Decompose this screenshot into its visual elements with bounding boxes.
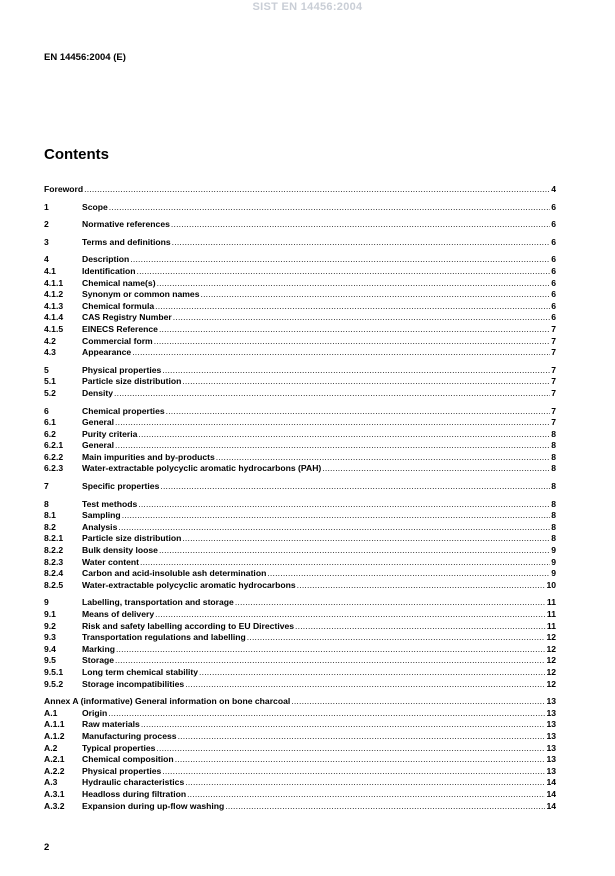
toc-entry-title: Carbon and acid-insoluble ash determination [82, 568, 267, 579]
toc-entry[interactable] [44, 696, 556, 708]
toc-dot-leader [171, 219, 550, 231]
toc-dot-leader [116, 644, 545, 656]
toc-entry-title: Raw materials [82, 719, 140, 730]
toc-entry-title: Normative references [82, 219, 170, 230]
toc-entry-page: 8 [551, 481, 556, 492]
toc-dot-leader [291, 696, 545, 708]
toc-entry[interactable] [44, 463, 556, 475]
toc-dot-leader [200, 289, 550, 301]
toc-entry[interactable] [44, 667, 556, 679]
toc-entry[interactable] [44, 202, 556, 214]
toc-entry-page: 6 [551, 254, 556, 265]
toc-dot-leader [235, 597, 546, 609]
toc-entry-number: 5 [44, 364, 49, 375]
toc-entry-page: 6 [551, 277, 556, 288]
toc-entry-title: Test methods [82, 498, 138, 509]
toc-entry-title: Chemical formula [82, 300, 155, 311]
toc-entry-title: Origin [82, 707, 108, 718]
toc-entry-title: General [82, 417, 115, 428]
toc-entry-number: 6.2 [44, 428, 56, 439]
toc-entry-title: Physical properties [82, 765, 162, 776]
toc-entry[interactable] [44, 621, 556, 633]
toc-entry-title: Chemical properties [82, 405, 165, 416]
toc-entry-number: 6 [44, 405, 49, 416]
toc-entry-title: Typical properties [82, 742, 156, 753]
toc-entry-number: 7 [44, 481, 49, 492]
toc-entry[interactable] [44, 278, 556, 290]
toc-entry-title: Main impurities and by-products [82, 451, 215, 462]
toc-entry-number: 9.5.1 [44, 666, 64, 677]
toc-entry-page: 13 [546, 707, 556, 718]
toc-dot-leader [136, 266, 550, 278]
toc-entry-page: 13 [546, 742, 556, 753]
toc-dot-leader [155, 301, 550, 313]
toc-dot-leader [140, 557, 550, 569]
toc-entry-number: 9.4 [44, 643, 56, 654]
toc-dot-leader [138, 499, 550, 511]
toc-entry-title: Long term chemical stability [82, 666, 199, 677]
toc-entry-number: 8.2 [44, 521, 56, 532]
toc-entry[interactable] [44, 266, 556, 278]
toc-entry[interactable] [44, 289, 556, 301]
toc-dot-leader [295, 621, 546, 633]
toc-entry-page: 13 [546, 719, 556, 730]
toc-entry-number: 3 [44, 236, 49, 247]
toc-entry-title: Analysis [82, 521, 118, 532]
toc-entry-number: A.2.1 [44, 754, 65, 765]
toc-entry-title: Labelling, transportation and storage [82, 597, 234, 608]
toc-entry-page: 8 [551, 428, 556, 439]
toc-entry-page: 12 [546, 678, 556, 689]
toc-dot-leader [156, 743, 545, 755]
toc-dot-leader [225, 801, 545, 813]
toc-entry-number: 4.1.2 [44, 289, 64, 300]
toc-entry[interactable] [44, 365, 556, 377]
toc-dot-leader [155, 609, 546, 621]
toc-entry[interactable] [44, 254, 556, 266]
toc-dot-leader [159, 324, 550, 336]
toc-entry-page: 7 [551, 417, 556, 428]
toc-dot-leader [141, 719, 546, 731]
toc-entry-title: Foreword [44, 184, 84, 194]
toc-dot-leader [159, 545, 550, 557]
toc-dot-leader [115, 655, 545, 667]
toc-entry[interactable] [44, 336, 556, 348]
toc-entry[interactable] [44, 184, 556, 196]
toc-entry-number: 4.1.1 [44, 277, 64, 288]
toc-dot-leader [187, 789, 545, 801]
toc-entry-number: A.3 [44, 777, 58, 788]
toc-dot-leader [115, 417, 550, 429]
toc-entry[interactable] [44, 219, 556, 231]
toc-entry-page: 11 [546, 609, 556, 619]
toc-entry-number: A.1 [44, 707, 58, 718]
toc-entry-page: 14 [546, 777, 556, 788]
toc-entry-page: 4 [551, 184, 556, 194]
document-id: EN 14456:2004 (E) [44, 52, 126, 63]
toc-entry-number: 6.2.2 [44, 451, 64, 462]
toc-entry-title: Means of delivery [82, 609, 155, 619]
toc-entry[interactable] [44, 777, 556, 789]
toc-entry-page: 8 [551, 533, 556, 544]
toc-entry-page: 7 [551, 323, 556, 334]
toc-entry-title: Annex A (informative) General information on bone charcoal [44, 696, 291, 707]
toc-entry-title: Purity criteria [82, 428, 138, 439]
toc-dot-leader [173, 312, 550, 324]
toc-entry-number: 8.2.2 [44, 545, 64, 556]
toc-dot-leader [199, 667, 545, 679]
toc-entry[interactable] [44, 568, 556, 580]
toc-entry-title: Expansion during up-flow washing [82, 800, 225, 811]
toc-entry[interactable] [44, 312, 556, 324]
toc-entry[interactable] [44, 766, 556, 778]
toc-entry-page: 8 [551, 510, 556, 521]
toc-entry-title: Scope [82, 201, 108, 212]
toc-entry-page: 12 [546, 655, 556, 666]
toc-dot-leader [130, 254, 550, 266]
toc-entry-page: 7 [551, 376, 556, 387]
toc-entry-number: 4 [44, 254, 49, 265]
toc-entry-page: 11 [546, 620, 556, 631]
toc-entry[interactable] [44, 632, 556, 644]
toc-entry-page: 7 [551, 347, 556, 358]
toc-entry-number: 5.1 [44, 376, 56, 387]
toc-dot-leader [175, 754, 546, 766]
toc-entry-page: 6 [551, 201, 556, 212]
toc-entry-number: 9.2 [44, 620, 56, 631]
toc-entry-number: A.1.1 [44, 719, 65, 730]
toc-entry-number: 6.2.1 [44, 440, 64, 451]
toc-entry-title: Water-extractable polycyclic aromatic hydrocarbons [82, 579, 296, 590]
toc-entry-number: A.3.2 [44, 800, 65, 811]
toc-dot-leader [115, 440, 550, 452]
toc-entry-title: Density [82, 387, 114, 398]
toc-entry-page: 8 [551, 463, 556, 474]
toc-entry-title: Physical properties [82, 364, 162, 375]
toc-entry-title: CAS Registry Number [82, 312, 172, 323]
toc-entry-number: 9.3 [44, 632, 56, 643]
toc-entry-page: 13 [546, 730, 556, 741]
toc-entry-title: Storage [82, 655, 114, 666]
toc-entry-title: Chemical composition [82, 754, 174, 765]
toc-entry-number: 8.2.4 [44, 568, 64, 579]
toc-dot-leader [132, 347, 550, 359]
toc-entry-number: 4.2 [44, 335, 56, 346]
toc-entry-title: Bulk density loose [82, 545, 158, 556]
toc-entry-number: 9.5 [44, 655, 56, 666]
toc-dot-leader [247, 632, 546, 644]
toc-entry-title: Synonym or common names [82, 289, 200, 300]
toc-entry-page: 8 [551, 521, 556, 532]
toc-entry-page: 6 [551, 289, 556, 300]
toc-entry-number: 8 [44, 498, 49, 509]
toc-entry-number: 8.2.1 [44, 533, 64, 544]
toc-entry-page: 6 [551, 312, 556, 323]
toc-entry[interactable] [44, 655, 556, 667]
toc-entry-number: 4.1.3 [44, 300, 64, 311]
toc-entry[interactable] [44, 388, 556, 400]
toc-entry-number: 4.1 [44, 265, 56, 276]
toc-entry-page: 8 [551, 451, 556, 462]
toc-entry-number: A.1.2 [44, 730, 65, 741]
toc-entry[interactable] [44, 481, 556, 493]
toc-entry-title: Description [82, 254, 130, 265]
toc-entry-title: Particle size distribution [82, 533, 182, 544]
toc-dot-leader [185, 679, 545, 691]
toc-entry[interactable] [44, 237, 556, 249]
toc-entry[interactable] [44, 452, 556, 464]
toc-entry[interactable] [44, 376, 556, 388]
toc-entry[interactable] [44, 557, 556, 569]
toc-dot-leader [138, 429, 550, 441]
toc-dot-leader [84, 184, 550, 196]
toc-entry-page: 12 [546, 666, 556, 677]
toc-entry-page: 10 [546, 579, 556, 590]
toc-entry[interactable] [44, 679, 556, 691]
toc-entry-page: 8 [551, 440, 556, 451]
toc-entry-title: Hydraulic characteristics [82, 777, 185, 788]
toc-entry-page: 9 [551, 556, 556, 567]
page-number: 2 [44, 842, 50, 853]
toc-entry-number: 4.3 [44, 347, 56, 358]
toc-entry[interactable] [44, 522, 556, 534]
toc-entry-title: Terms and definitions [82, 236, 171, 247]
toc-entry[interactable] [44, 801, 556, 813]
toc-entry-title: Transportation regulations and labelling [82, 632, 246, 643]
toc-dot-leader [172, 237, 551, 249]
toc-entry-page: 9 [551, 545, 556, 556]
toc-entry-page: 12 [546, 632, 556, 643]
toc-entry-page: 6 [551, 265, 556, 276]
watermark: SIST EN 14456:2004 [252, 1, 363, 13]
toc-entry[interactable] [44, 609, 556, 621]
toc-entry-number: 6.1 [44, 417, 56, 428]
toc-entry-page: 13 [546, 696, 556, 707]
toc-entry-page: 6 [551, 236, 556, 247]
toc-entry[interactable] [44, 429, 556, 441]
toc-entry[interactable] [44, 417, 556, 429]
toc-entry-number: 1 [44, 201, 49, 212]
toc-entry-title: EINECS Reference [82, 323, 158, 334]
toc-entry-title: Headloss during filtration [82, 788, 187, 799]
toc-entry-title: Chemical name(s) [82, 277, 156, 288]
toc-dot-leader [118, 522, 550, 534]
toc-entry-number: 9.1 [44, 609, 56, 619]
toc-dot-leader [267, 568, 550, 580]
toc-dot-leader [122, 510, 551, 522]
toc-entry-page: 11 [546, 597, 556, 608]
toc-entry-title: Sampling [82, 510, 121, 521]
toc-entry[interactable] [44, 347, 556, 359]
toc-dot-leader [178, 731, 546, 743]
toc-entry-page: 7 [551, 364, 556, 375]
toc-entry-number: A.2 [44, 742, 58, 753]
toc-entry-title: Particle size distribution [82, 376, 182, 387]
toc-entry-page: 7 [551, 405, 556, 416]
toc-entry-number: 2 [44, 219, 49, 230]
toc-entry-title: Manufacturing process [82, 730, 177, 741]
toc-entry[interactable] [44, 708, 556, 720]
toc-dot-leader [108, 708, 545, 720]
toc-entry-title: Water-extractable polycyclic aromatic hydrocarbons (PAH) [82, 463, 322, 474]
toc-entry-title: Appearance [82, 347, 132, 358]
toc-dot-leader [162, 766, 545, 778]
toc-entry-number: 4.1.4 [44, 312, 64, 323]
toc-entry-title: Storage incompatibilities [82, 678, 185, 689]
toc-entry-title: General [82, 440, 115, 451]
toc-entry-page: 9 [551, 568, 556, 579]
toc-dot-leader [157, 278, 551, 290]
toc-entry[interactable] [44, 743, 556, 755]
toc-entry[interactable] [44, 789, 556, 801]
toc-entry-number: 9.5.2 [44, 678, 64, 689]
toc-dot-leader [216, 452, 550, 464]
toc-dot-leader [109, 202, 550, 214]
toc-entry-number: 4.1.5 [44, 323, 64, 334]
toc-entry-page: 6 [551, 219, 556, 230]
toc-entry-number: 8.2.5 [44, 579, 64, 590]
toc-dot-leader [182, 533, 550, 545]
toc-dot-leader [160, 481, 550, 493]
toc-entry[interactable] [44, 510, 556, 522]
toc-dot-leader [114, 388, 550, 400]
toc-entry-number: 9 [44, 597, 49, 608]
toc-entry-number: 8.1 [44, 510, 56, 521]
toc-entry[interactable] [44, 533, 556, 545]
toc-entry-number: A.2.2 [44, 765, 65, 776]
toc-entry-title: Marking [82, 643, 115, 654]
toc-entry-page: 8 [551, 498, 556, 509]
toc-entry-page: 12 [546, 643, 556, 654]
toc-entry[interactable] [44, 731, 556, 743]
toc-entry[interactable] [44, 580, 556, 592]
toc-entry[interactable] [44, 440, 556, 452]
toc-entry-title: Specific properties [82, 481, 160, 492]
toc-entry[interactable] [44, 301, 556, 313]
toc-entry[interactable] [44, 499, 556, 511]
toc-entry[interactable] [44, 719, 556, 731]
toc-dot-leader [154, 336, 551, 348]
toc-dot-leader [166, 406, 551, 418]
contents-heading: Contents [44, 146, 109, 163]
toc-entry-title: Identification [82, 265, 136, 276]
toc-entry-page: 7 [551, 335, 556, 346]
toc-entry-page: 7 [551, 387, 556, 398]
toc-entry[interactable] [44, 545, 556, 557]
toc-dot-leader [322, 463, 550, 475]
toc-entry-title: Commercial form [82, 335, 153, 346]
toc-entry-title: Water content [82, 556, 139, 567]
toc-dot-leader [185, 777, 545, 789]
toc-entry-number: A.3.1 [44, 788, 65, 799]
toc-entry-number: 5.2 [44, 387, 56, 398]
toc-dot-leader [162, 365, 550, 377]
toc-entry-page: 6 [551, 300, 556, 311]
toc-entry[interactable] [44, 406, 556, 418]
toc-entry-page: 14 [546, 788, 556, 799]
toc-entry[interactable] [44, 754, 556, 766]
toc-entry[interactable] [44, 644, 556, 656]
toc-dot-leader [297, 580, 546, 592]
table-of-contents [44, 184, 556, 812]
toc-entry-number: 6.2.3 [44, 463, 64, 474]
toc-entry-page: 13 [546, 765, 556, 776]
toc-dot-leader [182, 376, 550, 388]
toc-entry[interactable] [44, 597, 556, 609]
toc-entry-page: 13 [546, 754, 556, 765]
toc-entry-title: Risk and safety labelling according to EU Directives [82, 620, 295, 631]
toc-entry-number: 8.2.3 [44, 556, 64, 567]
toc-entry[interactable] [44, 324, 556, 336]
toc-entry-page: 14 [546, 800, 556, 811]
